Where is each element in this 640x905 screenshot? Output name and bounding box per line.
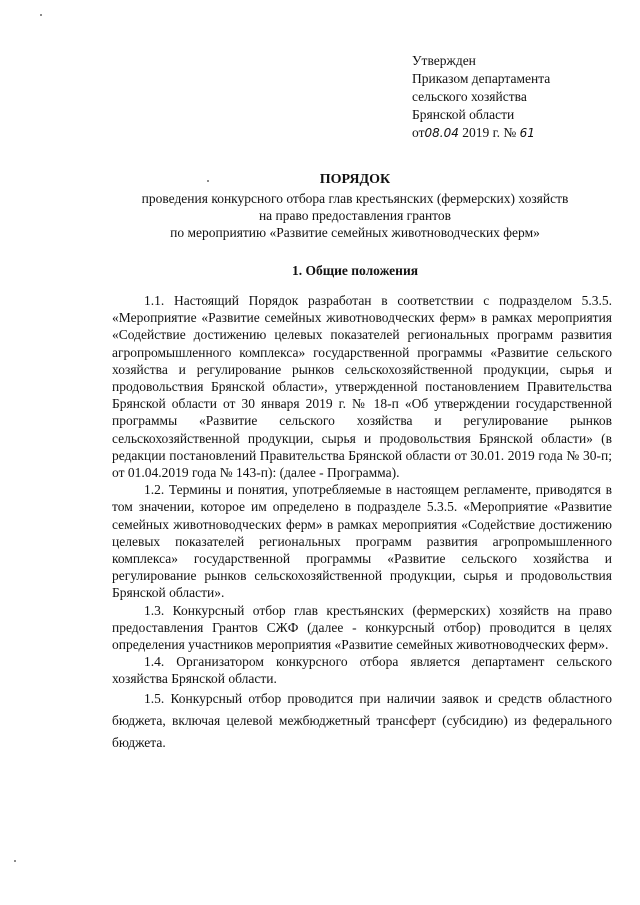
- paragraph-1-4: 1.4. Организатором конкурсного отбора является департамент сельского хозяйства Брянской области.: [112, 654, 612, 687]
- approval-line: Приказом департамента: [412, 71, 551, 86]
- document-body: [112, 292, 612, 754]
- document-subtitle-line: проведения конкурсного отбора глав крестьянских (фермерских) хозяйств: [141, 191, 569, 206]
- handwritten-date: 08.04: [424, 126, 459, 140]
- document-title: ПОРЯДОК: [319, 172, 391, 187]
- number-prefix: №: [503, 125, 517, 140]
- paragraph-1-2: 1.2. Термины и понятия, употребляемые в настоящем регламенте, приводятся в том значении, которое им определено в подразделе 5.3.5. «Мероприятие «Развитие семейных животноводческих ферм» в рамках мероприятия «Содействие достижению целевых показателей региональных программ развития агропромышленного комплекса» государственной программы «Развитие сельского хозяйства и регулирование рынков сельскохозяйственной продукции, сырья и продовольствия Брянской области».: [112, 482, 612, 601]
- approval-line: Утвержден: [412, 53, 476, 68]
- approval-line: сельского хозяйства: [412, 89, 527, 104]
- approval-date-line: [412, 124, 550, 142]
- paragraph-1-5: 1.5. Конкурсный отбор проводится при наличии заявок и средств областного бюджета, включая целевой межбюджетный трансферт (субсидию) из федерального бюджета.: [112, 690, 612, 750]
- date-prefix: от: [412, 125, 425, 140]
- paragraph-1-3: 1.3. Конкурсный отбор глав крестьянских (фермерских) хозяйств на право предоставления Грантов СЖФ (далее - конкурсный отбор) проводится в целях определения участников мероприятия «Развитие семейных животноводческих ферм».: [112, 602, 612, 653]
- section-heading: 1. Общие положения: [291, 263, 419, 278]
- year-text: 2019 г.: [462, 125, 500, 140]
- handwritten-number: 61: [519, 126, 535, 140]
- scan-speck: [40, 14, 42, 16]
- paragraph-1-1: 1.1. Настоящий Порядок разработан в соответствии с подразделом 5.3.5. «Мероприятие «Развитие семейных животноводческих ферм» в рамках мероприятия «Содействие достижению целевых показателей региональных программ развития агропромышленного комплекса» государственной программы «Развитие сельского хозяйства и регулирование рынков сельскохозяйственной продукции, сырья и продовольствия Брянской области», утвержденной постановлением Правительства Брянской области от 30 января 2019 г. № 18-п «Об утверждении государственной программы «Развитие сельского хозяйства и регулирование рынков сельскохозяйственной продукции, сырья и продовольствия Брянской области» (в редакции постановлений Правительства Брянской области от 30.01. 2019 года № 30-п; от 01.04.2019 года № 143-п): (далее - Программа).: [112, 293, 612, 481]
- title-block: [60, 170, 640, 241]
- approval-line: Брянской области: [412, 107, 515, 122]
- scan-speck: [207, 180, 209, 182]
- document-subtitle-line: по мероприятию «Развитие семейных животноводческих ферм»: [170, 225, 540, 240]
- approval-stamp: [412, 52, 550, 142]
- scan-speck: [14, 860, 16, 862]
- document-subtitle-line: на право предоставления грантов: [258, 208, 452, 223]
